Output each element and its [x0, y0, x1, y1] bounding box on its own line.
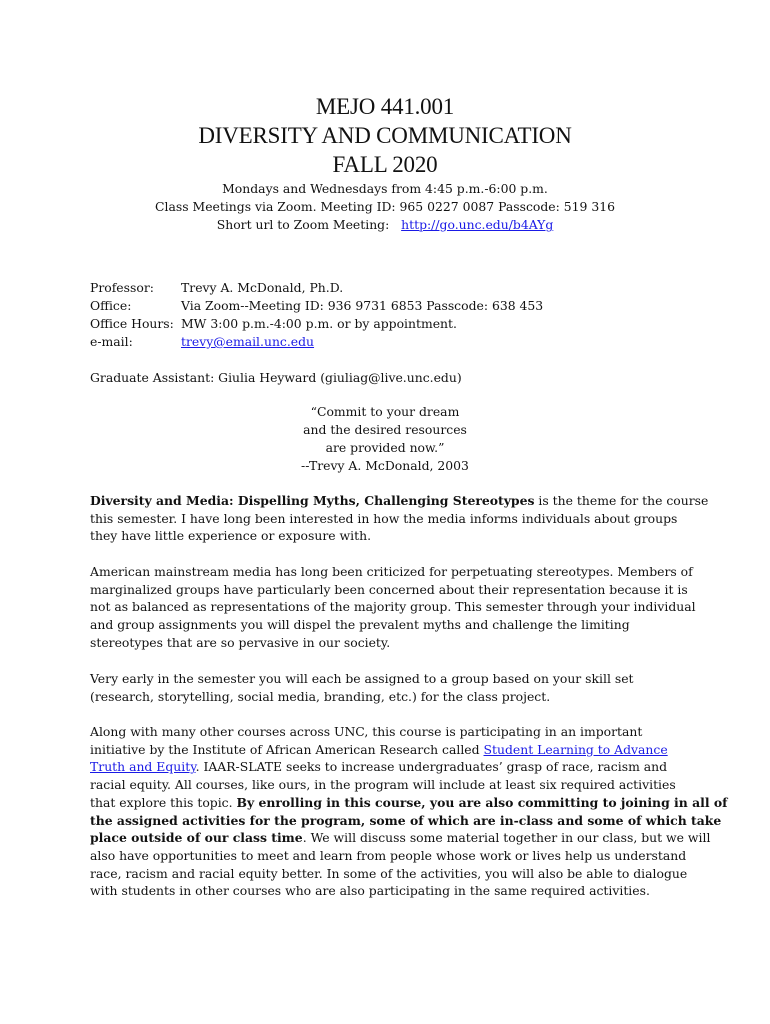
course-code: MEJO 441.001 — [315, 94, 455, 119]
text-line: also have opportunities to meet and learn from people whose work or lives help us understand — [90, 847, 687, 863]
bold-run: the assigned activities for the program, some of which are in-class and some of which take — [90, 812, 722, 828]
email-row — [90, 333, 543, 351]
office-hours-row — [90, 315, 543, 333]
office-row — [90, 297, 543, 315]
title-block — [0, 92, 770, 179]
quote-line: and the desired resources — [303, 422, 467, 437]
course-term: FALL 2020 — [332, 152, 438, 177]
text-line: this semester. I have long been interested in how the media informs individuals about groups — [90, 510, 678, 526]
zoom-short-url-line — [0, 216, 770, 234]
quote-line: “Commit to your dream — [310, 404, 460, 419]
text-line: Along with many other courses across UNC, this course is participating in an important — [90, 724, 643, 739]
office-value: Via Zoom--Meeting ID: 936 9731 6853 Passcode: 638 453 — [181, 298, 544, 313]
slate-link-continued[interactable]: Truth and Equity — [90, 759, 196, 775]
text-line: (research, storytelling, social media, branding, etc.) for the class project. — [90, 688, 551, 704]
professor-label: Professor: — [90, 280, 154, 295]
quote-block — [0, 403, 770, 475]
text-line: racial equity. All courses, like ours, in the program will include at least six required activities — [90, 777, 676, 793]
bold-run: place outside of our class time — [90, 830, 303, 846]
text-line: with students in other courses who are also participating in the same required activities. — [90, 883, 650, 899]
course-title: DIVERSITY AND COMMUNICATION — [198, 123, 572, 148]
slate-link[interactable]: Student Learning to Advance — [483, 741, 668, 757]
graduate-assistant: Graduate Assistant: Giulia Heyward (giuliag@live.unc.edu) — [90, 370, 462, 385]
professor-row — [90, 279, 543, 297]
text-line: marginalized groups have particularly been concerned about their representation because it is — [90, 581, 688, 597]
professor-name: Trevy A. McDonald, Ph.D. — [181, 280, 344, 295]
bold-run: By enrolling in this course, you are also committing to joining in all of — [236, 794, 728, 810]
email-link[interactable]: trevy@email.unc.edu — [181, 334, 315, 349]
office-hours-value: MW 3:00 p.m.-4:00 p.m. or by appointment. — [181, 316, 457, 331]
text-run: initiative by the Institute of African American Research called — [90, 741, 484, 757]
paragraph-stereotypes — [90, 563, 696, 652]
text-line: not as balanced as representations of the majority group. This semester through your individual — [90, 599, 696, 615]
text-line: race, racism and racial equity better. In some of the activities, you will also be able to dialogue — [90, 865, 688, 881]
course-theme-bold: Diversity and Media: Dispelling Myths, Challenging Stereotypes — [90, 493, 535, 508]
text-line: they have little experience or exposure with. — [90, 528, 372, 544]
quote-attribution: --Trevy A. McDonald, 2003 — [301, 458, 469, 473]
email-label: e-mail: — [90, 334, 133, 349]
text-run: is the theme for the course — [534, 493, 709, 508]
text-line: American mainstream media has long been criticized for perpetuating stereotypes. Members of — [90, 564, 693, 579]
text-line: stereotypes that are so pervasive in our society. — [90, 634, 391, 650]
text-run: . We will discuss some material together in our class, but we will — [302, 830, 711, 846]
paragraph-group-assignment — [90, 670, 690, 705]
paragraph-iaar-slate — [90, 723, 728, 900]
text-line: Very early in the semester you will each be assigned to a group based on your skill set — [90, 671, 634, 686]
zoom-short-url-link[interactable]: http://go.unc.edu/b4AYg — [401, 217, 554, 232]
office-label: Office: — [90, 298, 132, 313]
zoom-meeting-info: Class Meetings via Zoom. Meeting ID: 965 0227 0087 Passcode: 519 316 — [155, 199, 615, 214]
text-run: that explore this topic. — [90, 794, 237, 810]
instructor-contact — [90, 279, 543, 351]
meeting-info — [0, 180, 770, 234]
text-line: and group assignments you will dispel the prevalent myths and challenge the limiting — [90, 617, 630, 633]
office-hours-label: Office Hours: — [90, 316, 174, 331]
paragraph-course-theme — [90, 492, 709, 545]
short-url-label: Short url to Zoom Meeting: — [216, 217, 390, 232]
text-run: . IAAR-SLATE seeks to increase undergraduates’ grasp of race, racism and — [195, 759, 668, 775]
meeting-schedule: Mondays and Wednesdays from 4:45 p.m.-6:00 p.m. — [222, 181, 548, 196]
quote-line: are provided now.” — [325, 440, 445, 455]
